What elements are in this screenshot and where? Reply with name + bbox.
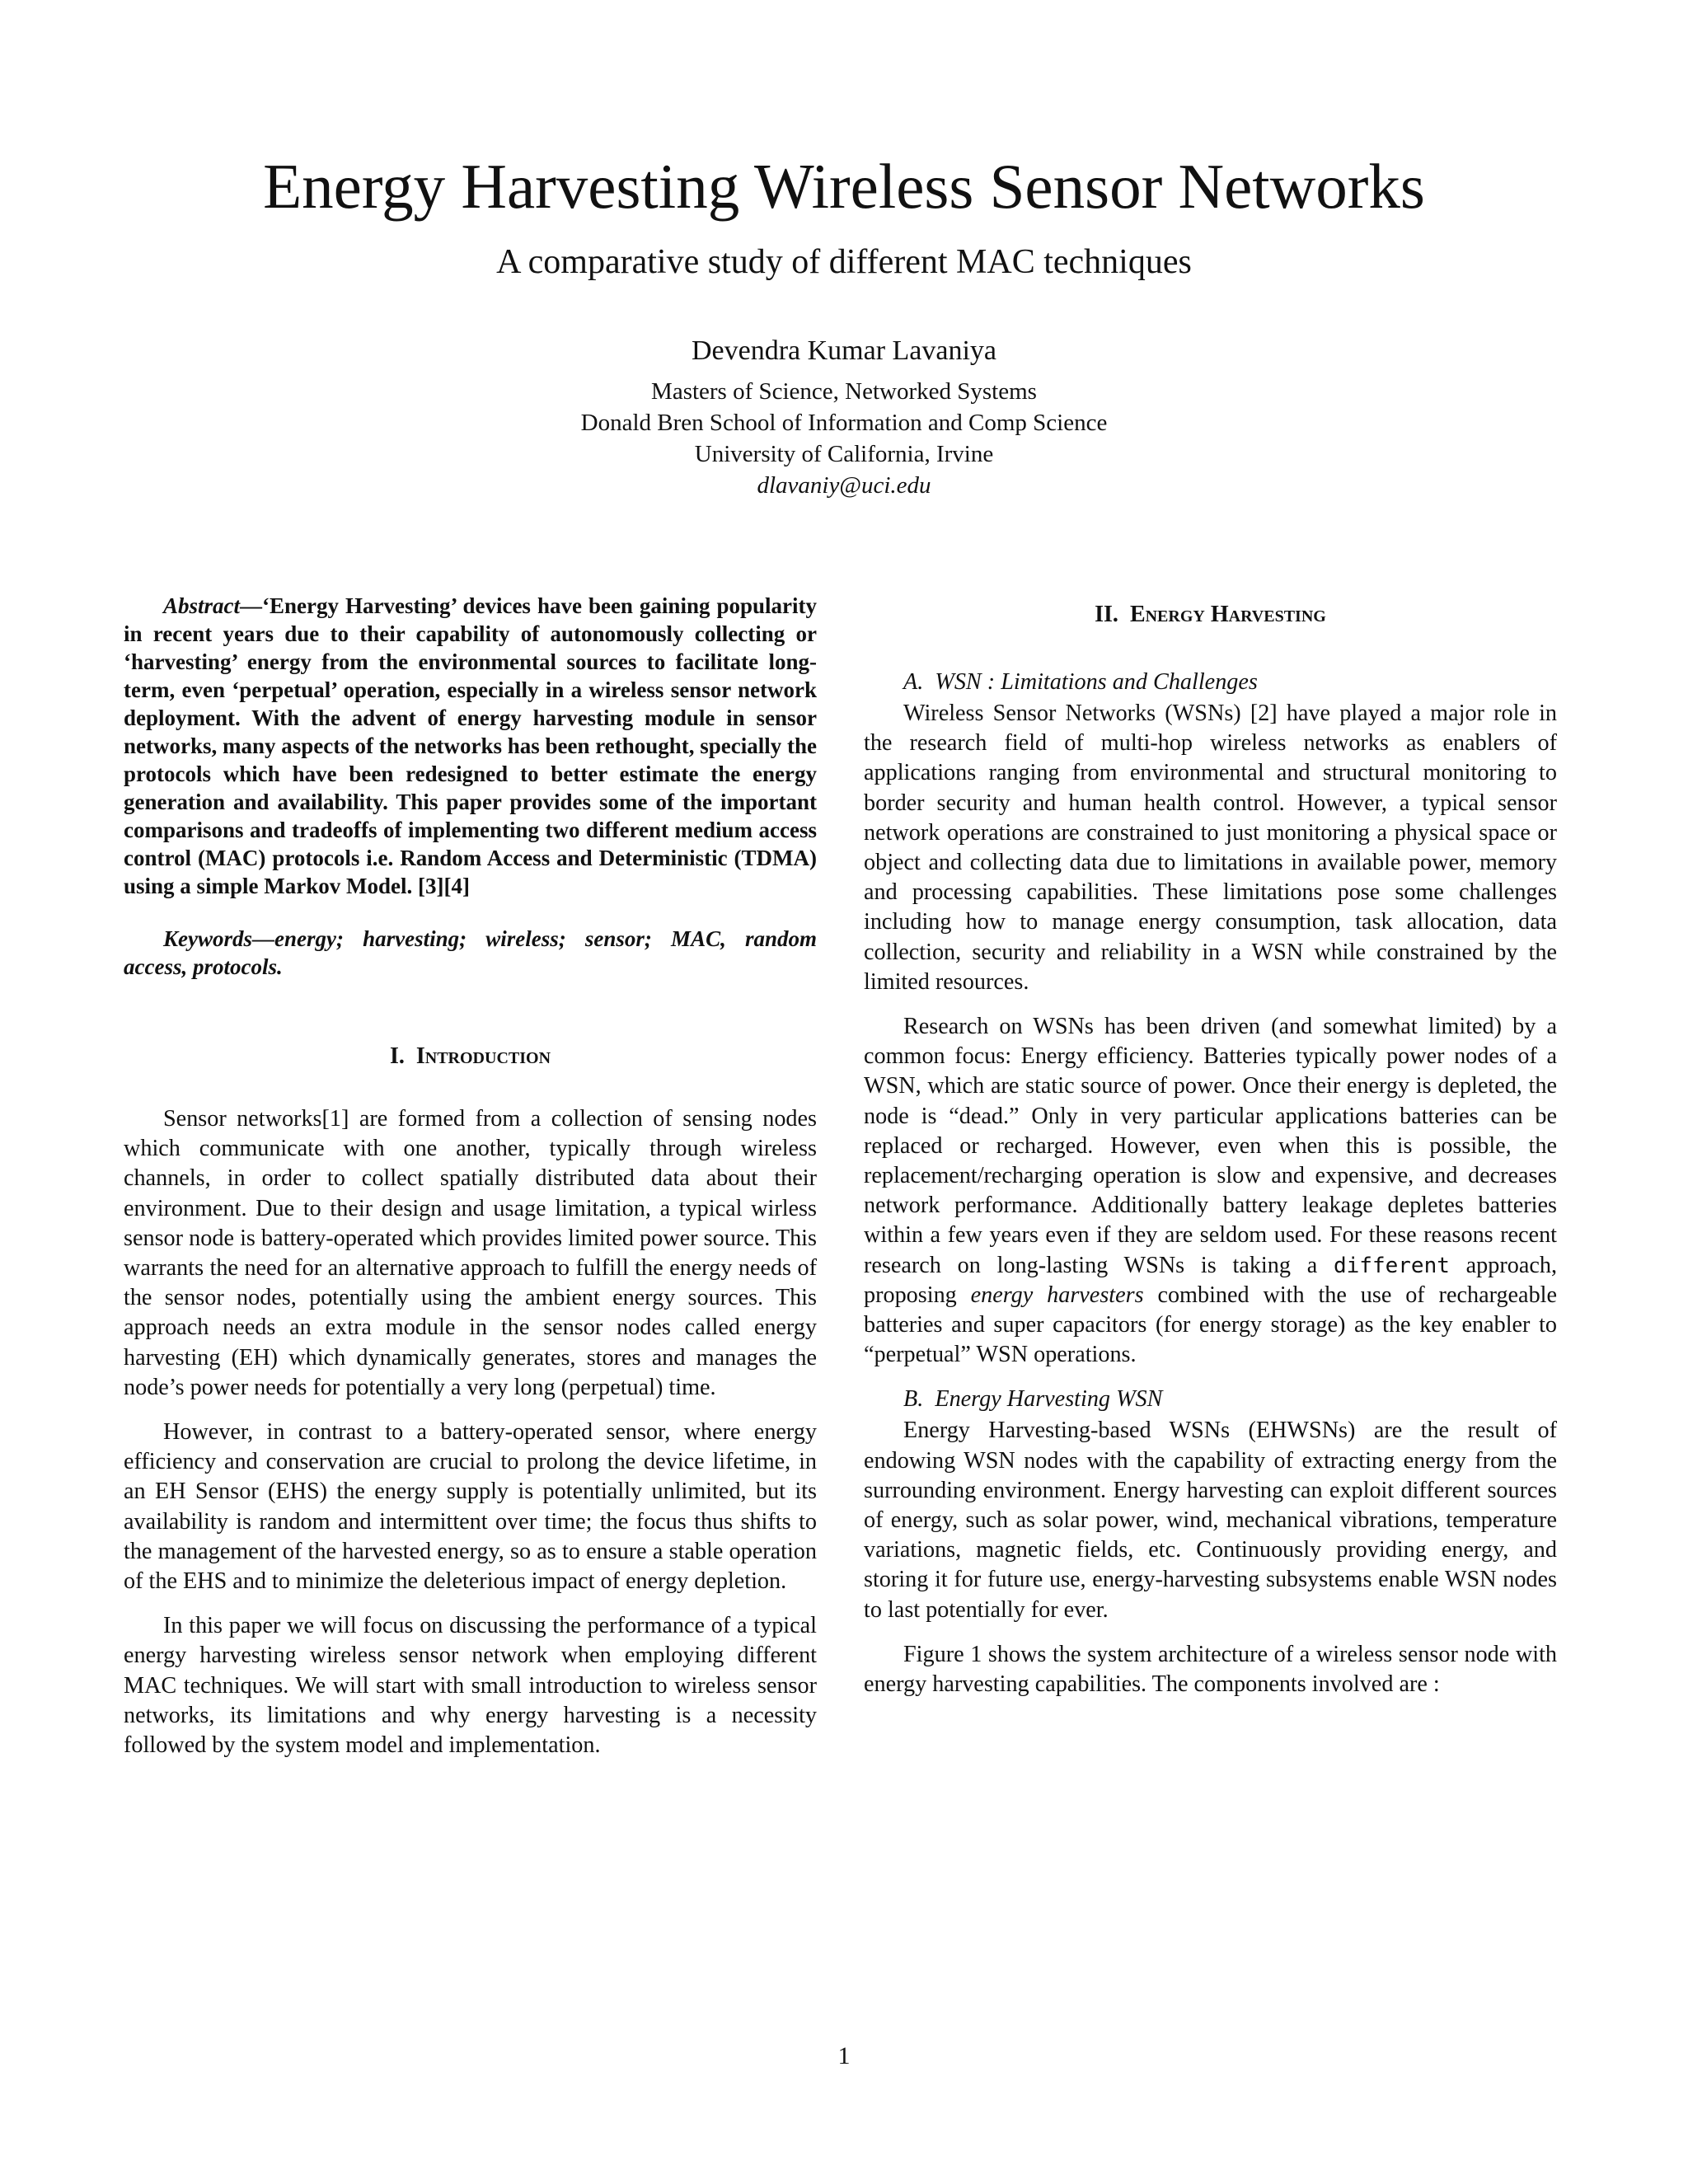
subsection-letter: A. [903, 669, 924, 695]
wsn-paragraph-2 [864, 1012, 1557, 1370]
author-university: University of California, Irvine [694, 441, 994, 467]
paper-subtitle: A comparative study of different MAC techniques [496, 243, 1192, 281]
page-number: 1 [837, 2042, 851, 2069]
keywords-text: —energy; harvesting; wireless; sensor; MAC, random access, protocols. [124, 926, 817, 979]
ehwsn-paragraph-2: Figure 1 shows the system architecture of a wireless sensor node with energy harvesting capabilities. The components involved are : [864, 1641, 1557, 1698]
abstract-text: —‘Energy Harvesting’ devices have been gaining popularity in recent years due to their capability of autonomously collecting or ‘harvesting’ energy from the environmental sources to facilitate long-term, even ‘perpetual’ operation, especially in a wireless sensor network deployment. With the advent of energy harvesting module in sensor networks, many aspects of the networks has been rethought, specially the protocols which have been redesigned to better estimate the energy generation and availability. This paper provides some of the important comparisons and tradeoffs of implementing two different medium access control (MAC) protocols i.e. Random Access and Deterministic (TDMA) using a simple Markov Model. [3][4] [124, 593, 817, 898]
wsn-paragraph-2-text: Research on WSNs has been driven (and somewhat limited) by a common focus: Energy efficiency. Batteries typically power nodes of a WSN, which are static source of power. Once their energy is depleted, the node is “dead.” Only in very particular applications batteries can be replaced or recharged. However, even when this is possible, the replacement/recharging operation is slow and expensive, and decreases network performance. Additionally battery leakage depletes batteries within a few years even if they are seldom used. For these reasons recent research on long-lasting WSNs is taking a [864, 1014, 1557, 1278]
energy-harvesters-emphasis: energy harvesters [970, 1282, 1144, 1308]
author-email[interactable]: dlavaniy@uci.edu [757, 472, 931, 499]
subsection-letter: B. [903, 1386, 924, 1413]
section-title: Energy Harvesting [1129, 602, 1326, 627]
subsection-heading-b [864, 1385, 1557, 1414]
subsection-title: Energy Harvesting WSN [935, 1386, 1163, 1413]
intro-paragraph-2: However, in contrast to a battery-operated sensor, where energy efficiency and conservation are crucial to prolong the device lifetime, in an EH Sensor (EHS) the energy supply is potentially unlimited, but its availability is random and intermittent over time; the focus thus shifts to the management of the harvested energy, so as to ensure a stable operation of the EHS and to minimize the deleterious impact of energy depletion. [124, 1419, 817, 1595]
abstract [124, 592, 817, 900]
subsection-title: WSN : Limitations and Challenges [935, 669, 1258, 695]
left-column [124, 592, 817, 1760]
paper-title: Energy Harvesting Wireless Sensor Networks [263, 151, 1425, 222]
section-number: I. [389, 1043, 405, 1069]
author-school: Donald Bren School of Information and Comp Science [580, 410, 1108, 436]
intro-paragraph-3: In this paper we will focus on discussing the performance of a typical energy harvesting wireless sensor network when employing different MAC techniques. We will start with small introduction to wireless sensor networks, its limitations and why energy harvesting is a necessity followed by the system model and implementation. [124, 1613, 817, 1759]
keywords [124, 925, 817, 981]
wsn-paragraph-2-end: combined with the use of rechargeable batteries and super capacitors (for energy storage) as the key enabler to “perpetual” WSN operations. [864, 1282, 1558, 1368]
keywords-label: Keywords [163, 926, 252, 951]
different-word: different [1334, 1253, 1450, 1278]
section-number: II. [1095, 602, 1118, 627]
abstract-label: Abstract [163, 593, 241, 618]
subsection-heading-a [864, 668, 1557, 697]
section-heading-energy-harvesting [864, 600, 1557, 630]
section-title: Introduction [415, 1043, 551, 1069]
wsn-paragraph-1: Wireless Sensor Networks (WSNs) [2] have played a major role in the research field of multi-hop wireless networks as enablers of applications ranging from environmental and structural monitoring to border security and human health control. However, a typical sensor network operations are constrained to just monitoring a physical space or object and collecting data due to limitations in available power, memory and processing capabilities. These limitations pose some challenges including how to manage energy consumption, task allocation, data collection, security and reliability in a WSN while constrained by the limited resources. [864, 701, 1557, 995]
author-block [0, 331, 1688, 501]
section-heading-introduction [124, 1042, 817, 1071]
author-degree: Masters of Science, Networked Systems [651, 378, 1037, 405]
right-column [864, 592, 1557, 1699]
ehwsn-paragraph-1: Energy Harvesting-based WSNs (EHWSNs) are the result of endowing WSN nodes with the capability of extracting energy from the surrounding environment. Energy harvesting can exploit different sources of energy, such as solar power, wind, mechanical vibrations, temperature variations, magnetic fields, etc. Continuously providing energy, and storing it for future use, energy-harvesting subsystems enable WSN nodes to last potentially for ever. [864, 1418, 1557, 1623]
wsn-paragraph-2-mid: approach, proposing [864, 1252, 1558, 1308]
author-name: Devendra Kumar Lavaniya [691, 335, 997, 366]
intro-paragraph-1: Sensor networks[1] are formed from a collection of sensing nodes which communicate with one another, typically through wireless channels, in order to collect spatially distributed data about their environment. Due to their design and usage limitation, a typical wirless sensor node is battery-operated which provides limited power source. This warrants the need for an alternative approach to fulfill the energy needs of the sensor nodes, potentially using the ambient energy sources. This approach needs an extra module in the sensor nodes called energy harvesting (EH) which dynamically generates, stores and manages the node’s power needs for potentially a very long (perpetual) time. [124, 1106, 817, 1400]
